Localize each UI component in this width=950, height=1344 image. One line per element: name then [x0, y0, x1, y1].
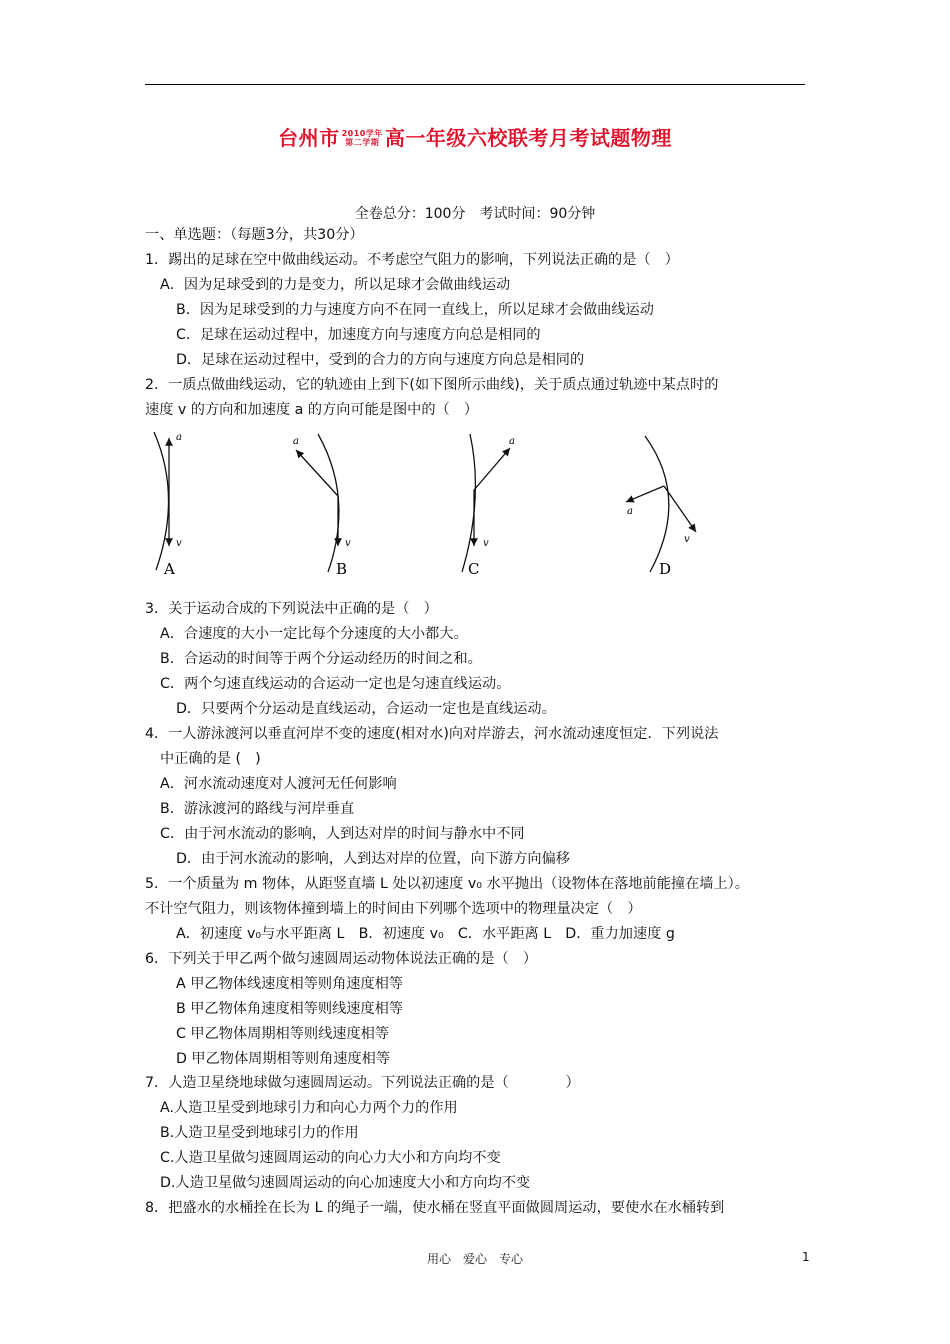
q6-option-d: D 甲乙物体周期相等则角速度相等 [176, 1051, 391, 1067]
q7-option-b: B.人造卫星受到地球引力的作用 [160, 1125, 359, 1141]
figure-panel-b [293, 434, 351, 578]
q8-stem: 8．把盛水的水桶拴在长为 L 的绳子一端，使水桶在竖直平面做圆周运动，要使水在水桶转到 [145, 1200, 725, 1216]
exam-info: 全卷总分：100分 考试时间：90分钟 [354, 206, 596, 222]
q6-option-a: A 甲乙物体线速度相等则角速度相等 [176, 976, 404, 992]
q7-option-c: C.人造卫星做匀速圆周运动的向心力大小和方向均不变 [160, 1150, 501, 1166]
acc-label-d: a [627, 506, 633, 517]
q7-option-d: D.人造卫星做匀速圆周运动的向心加速度大小和方向均不变 [160, 1175, 531, 1191]
title-term [342, 129, 383, 147]
option-label-d: D [659, 560, 672, 578]
q1-option-a: A．因为足球受到的力是变力，所以足球才会做曲线运动 [160, 277, 511, 293]
q1-option-d: D．足球在运动过程中，受到的合力的方向与速度方向总是相同的 [176, 352, 585, 368]
q4-option-b: B．游泳渡河的路线与河岸垂直 [160, 801, 355, 817]
q2-figure [140, 428, 740, 588]
q7-option-a: A.人造卫星受到地球引力和向心力两个力的作用 [160, 1100, 458, 1116]
q2-stem-line2: 速度 v 的方向和加速度 a 的方向可能是图中的（ ） [145, 402, 479, 418]
figure-panel-d [626, 436, 696, 578]
vel-label-b: v [345, 538, 351, 549]
header-rule [145, 84, 805, 85]
vel-label-a: v [176, 538, 182, 549]
q5-stem-line2: 不计空气阻力，则该物体撞到墙上的时间由下列哪个选项中的物理量决定（ ） [145, 901, 642, 917]
section-header: 一、单选题：（每题3分，共30分） [145, 227, 364, 243]
q6-option-b: B 甲乙物体角速度相等则线速度相等 [176, 1001, 404, 1017]
q6-stem: 6．下列关于甲乙两个做匀速圆周运动物体说法正确的是（ ） [145, 951, 538, 967]
q5-stem-line1: 5．一个质量为 m 物体，从距竖直墙 L 处以初速度 v₀ 水平抛出（设物体在落地前能撞在墙上）。 [145, 876, 749, 892]
vel-label-c: v [483, 538, 489, 549]
q1-stem: 1．踢出的足球在空中做曲线运动。不考虑空气阻力的影响，下列说法正确的是（ ） [145, 252, 679, 268]
q3-option-a: A．合速度的大小一定比每个分速度的大小都大。 [160, 626, 468, 642]
option-label-a: A [164, 560, 175, 578]
acc-label-c: a [509, 436, 515, 447]
q2-stem-line1: 2．一质点做曲线运动，它的轨迹由上到下(如下图所示曲线)，关于质点通过轨迹中某点时的 [145, 377, 719, 393]
q4-stem-line1: 4．一人游泳渡河以垂直河岸不变的速度(相对水)向对岸游去，河水流动速度恒定．下列说法 [145, 726, 719, 742]
q3-stem: 3．关于运动合成的下列说法中正确的是（ ） [145, 601, 438, 617]
q1-option-b: B．因为足球受到的力与速度方向不在同一直线上，所以足球才会做曲线运动 [176, 302, 654, 318]
acceleration-arrow-b [296, 450, 338, 496]
q6-option-c: C 甲乙物体周期相等则线速度相等 [176, 1026, 390, 1042]
q4-stem-line2: 中正确的是 ( ) [160, 751, 261, 767]
q1-option-c: C．足球在运动过程中，加速度方向与速度方向总是相同的 [176, 327, 541, 343]
acc-label-b: a [293, 436, 299, 447]
title-term-semester: 第二学期 [345, 137, 380, 147]
q3-option-c: C．两个匀速直线运动的合运动一定也是匀速直线运动。 [160, 676, 511, 692]
vel-label-d: v [684, 534, 690, 545]
acceleration-arrow-c [474, 448, 510, 490]
q4-option-a: A．河水流动速度对人渡河无任何影响 [160, 776, 397, 792]
figure-panel-c [462, 434, 515, 578]
page-footer: 用心 爱心 专心 [426, 1252, 523, 1266]
trajectory-curve-a [154, 432, 169, 570]
q4-option-d: D．由于河水流动的影响，人到达对岸的位置，向下游方向偏移 [176, 851, 570, 867]
q4-option-c: C．由于河水流动的影响，人到达对岸的时间与静水中不同 [160, 826, 525, 842]
option-label-b: B [336, 560, 348, 578]
page-number: 1 [802, 1250, 810, 1264]
title-part-city: 台州市 [278, 126, 340, 150]
page-title [0, 122, 950, 151]
title-term-year: 2010学年 [341, 128, 383, 138]
trajectory-curve-b [318, 434, 339, 572]
acc-label-a: a [176, 432, 182, 443]
q3-option-d: D．只要两个分运动是直线运动，合运动一定也是直线运动。 [176, 701, 556, 717]
q5-options: A．初速度 v₀与水平距离 L B．初速度 v₀ C．水平距离 L D．重力加速度 g [176, 926, 675, 942]
acceleration-arrow-d [626, 486, 664, 502]
q3-option-b: B．合运动的时间等于两个分运动经历的时间之和。 [160, 651, 482, 667]
trajectory-curve-d [645, 436, 669, 572]
figure-panel-a [154, 432, 182, 578]
title-part-exam: 高一年级六校联考月考试题物理 [384, 126, 672, 150]
option-label-c: C [468, 560, 480, 578]
q7-stem: 7．人造卫星绕地球做匀速圆周运动。下列说法正确的是（ ） [145, 1075, 580, 1091]
